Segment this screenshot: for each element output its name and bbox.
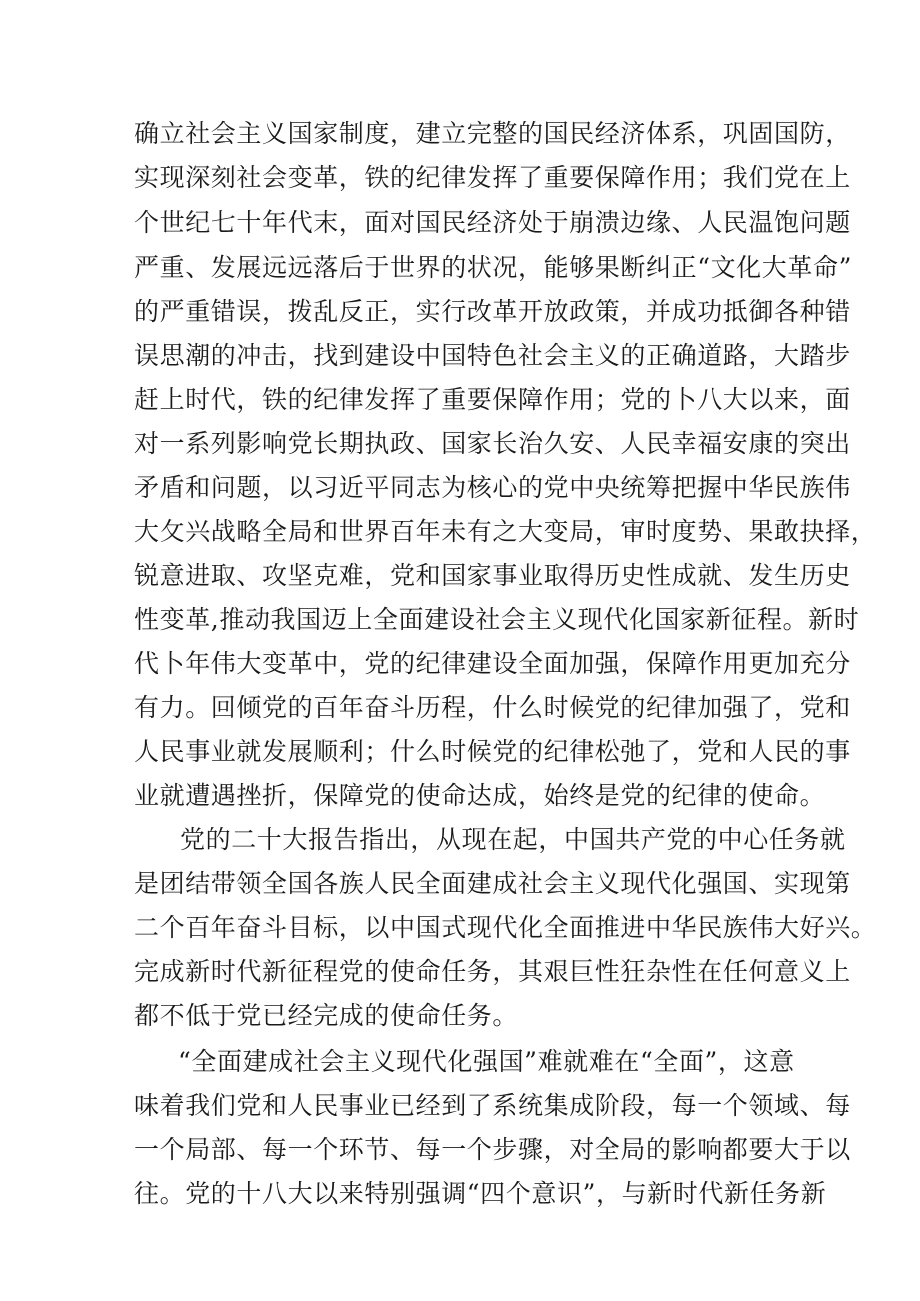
- text-line: 完成新时代新征程党的使命任务，其艰巨性狂杂性在任何意义上: [134, 957, 851, 986]
- text-line: 人民事业就发展顺利；什么时候党的纪律松弛了，党和人民的事: [134, 737, 851, 766]
- text-line: 一个局部、每一个环节、每一个步骤，对全局的影响都要大于以: [134, 1135, 851, 1164]
- text-line: 锐意进取、攻坚克难，党和国家事业取得历史性成就、发生历史: [134, 561, 851, 590]
- text-line: 是团结带领全国各族人民全面建成社会主义现代化强国、实现第: [134, 869, 851, 898]
- text-line: 赶上时代，铁的纪律发挥了重要保障作用；党的卜八大以来，面: [134, 385, 851, 414]
- text-line: 味着我们党和人民事业已经到了系统集成阶段，每一个领域、每: [134, 1091, 851, 1120]
- text-line: 有力。回倾党的百年奋斗历程，什么时候党的纪律加强了，党和: [134, 693, 851, 722]
- text-line: 确立社会主义国家制度，建立完整的国民经济体系，巩固国防，: [134, 119, 851, 148]
- text-line: 误思潮的冲击，找到建设中国特色社会主义的正确道路，大踏步: [134, 341, 851, 370]
- text-line: 大攵兴战略全局和世界百年未有之大变局，审时度势、果敢抉择，: [134, 517, 877, 546]
- text-line: 实现深刻社会变革，铁的纪律发挥了重要保障作用；我们党在上: [134, 163, 851, 192]
- text-line: 对一系列影响党长期执政、国家长治久安、人民幸福安康的突出: [134, 429, 851, 458]
- text-line: 代卜年伟大变革中，党的纪律建设全面加强，保障作用更加充分: [134, 649, 851, 678]
- text-line: 二个百年奋斗目标，以中国式现代化全面推进中华民族伟大好兴。: [134, 913, 877, 942]
- text-line: 性变革,推动我国迈上全面建设社会主义现代化国家新征程。新时: [134, 605, 860, 634]
- text-line: 业就遭遇挫折，保障党的使命达成，始终是党的纪律的使命。: [134, 781, 826, 810]
- paragraph-first-line: “全面建成社会主义现代化强国”难就难在“全面”，这意: [178, 1047, 795, 1076]
- text-line: 个世纪七十年代末，面对国民经济处于崩溃边缘、人民温饱问题: [134, 208, 851, 237]
- text-line: 往。党的十八大以来特别强调“四个意识”，与新时代新任务新: [134, 1179, 827, 1208]
- text-line: 的严重错误，拨乱反正，实行改革开放政策，并成功抵御各种错: [134, 297, 851, 326]
- text-line: 都不低于党已经完成的使命任务。: [134, 1001, 519, 1030]
- paragraph-first-line: 党的二十大报告指出，从现在起，中国共产党的中心任务就: [180, 825, 846, 854]
- text-line: 严重、发展远远落后于世界的状况，能够果断纠正“文化大革命”: [134, 253, 852, 282]
- text-line: 矛盾和问题，以习近平同志为核心的党中央统筹把握中华民族伟: [134, 473, 851, 502]
